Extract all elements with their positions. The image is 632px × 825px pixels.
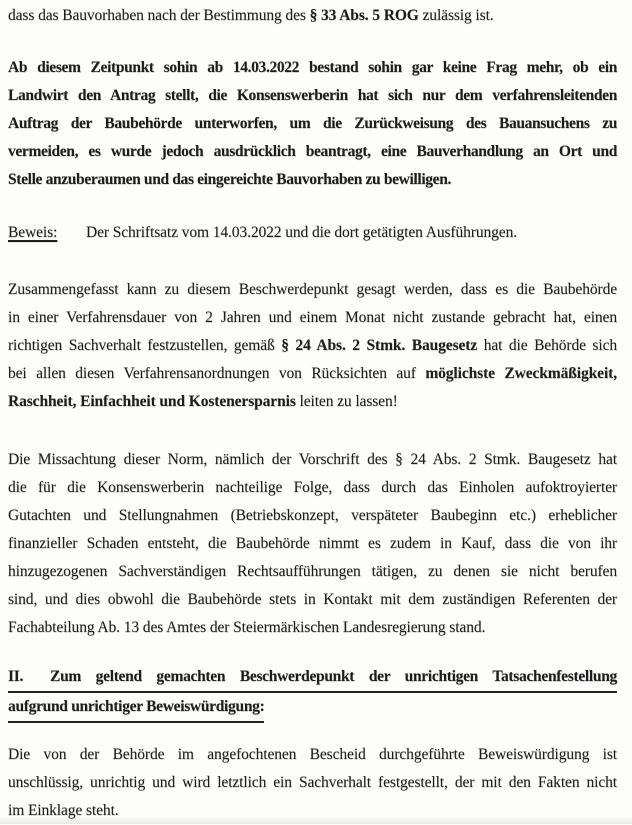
text-line	[8, 332, 617, 360]
evidence-label-box	[8, 219, 86, 247]
heading-line	[8, 663, 617, 693]
text-line	[8, 388, 617, 416]
text-segment: im Einklage steht.	[8, 802, 119, 819]
emphasis-paragraph	[8, 54, 617, 194]
text-line	[8, 586, 617, 614]
text-segment: finanzieller Schaden entsteht, die Baubehörde nimmt es zudem in Kauf, dass die von ihr	[8, 535, 617, 552]
text-line	[8, 769, 617, 797]
text-segment: sind, und dies obwohl die Baubehörde stets in Kontakt mit dem zuständigen Referenten der	[8, 591, 617, 608]
text-segment: bei allen diesen Verfahrensanordnungen von Rücksichten auf	[8, 365, 426, 382]
text-segment: Die Missachtung dieser Norm, nämlich der Vorschrift des § 24 Abs. 2 Stmk. Baugesetz hat	[8, 451, 617, 468]
text-line	[8, 797, 617, 825]
text-line	[8, 741, 617, 769]
text-segment: Gutachten und Stellungnahmen (Betriebskonzept, verspäteter Baubeginn etc.) erheblicher	[8, 507, 617, 524]
text-segment: Raschheit, Einfachheit und Kostenersparnis	[8, 393, 296, 410]
text-segment: Auftrag der Baubehörde unterworfen, um die Zurückweisung des Bauansuchens zu	[8, 115, 617, 132]
evidence-text: Der Schriftsatz vom 14.03.2022 und die dort getätigten Ausführungen.	[86, 224, 517, 241]
closing-paragraph	[8, 741, 617, 825]
text-segment: in einer Verfahrensdauer von 2 Jahren und einem Monat nicht zustande gebracht hat, einen	[8, 309, 617, 326]
text-line	[8, 166, 617, 194]
text-segment: dass das Bauvorhaben nach der Bestimmung des	[8, 7, 310, 24]
text-line	[8, 2, 617, 30]
text-segment: unschlüssig, unrichtig und wird letztlich ein Sachverhalt festgestellt, der mit den Fakten nicht	[8, 774, 617, 791]
text-segment: die für die Konsenswerberin nachteilige Folge, dass durch das Einholen aufoktroyierter	[8, 479, 617, 496]
text-line	[8, 530, 617, 558]
text-segment: vermeiden, es wurde jedoch ausdrücklich beantragt, eine Bauverhandlung an Ort und	[8, 143, 617, 160]
text-line	[8, 110, 617, 138]
text-segment: leiten zu lassen!	[295, 393, 398, 410]
text-line	[8, 138, 617, 166]
text-segment: Die von der Behörde im angefochtenen Bescheid durchgeführte Beweiswürdigung ist	[8, 746, 617, 763]
text-segment: Landwirt den Antrag stellt, die Konsenswerberin hat sich nur dem verfahrensleitenden	[8, 87, 617, 104]
text-segment: hinzugezogenen Sachverständigen Rechtsaufführungen tätigen, zu denen sie nicht berufen	[8, 563, 617, 580]
norm-violation-paragraph	[8, 446, 617, 642]
text-segment: möglichste Zweckmäßigkeit,	[425, 365, 617, 382]
text-segment: Stelle anzuberaumen und das eingereichte Bauvorhaben zu bewilligen.	[8, 171, 452, 188]
summary-paragraph	[8, 276, 617, 416]
document-body	[8, 2, 617, 825]
evidence-label: Beweis:	[8, 224, 58, 241]
evidence-line	[8, 219, 617, 247]
text-line	[8, 54, 617, 82]
text-line	[8, 276, 617, 304]
text-line	[8, 82, 617, 110]
heading-text: Zum geltend gemachten Beschwerdepunkt der unrichtigen Tatsachenfestellung	[50, 668, 617, 685]
text-segment: zulässig ist.	[418, 7, 494, 24]
text-line	[8, 446, 617, 474]
heading-number: II.	[8, 668, 24, 685]
text-segment: Zusammengefasst kann zu diesem Beschwerdepunkt gesagt werden, dass es die Baubehörde	[8, 281, 617, 298]
intro-paragraph	[8, 2, 617, 30]
heading-line	[8, 693, 617, 723]
text-segment: hat die Behörde sich	[477, 337, 617, 354]
text-line	[8, 502, 617, 530]
text-segment: § 24 Abs. 2 Stmk. Baugesetz	[281, 337, 478, 354]
text-line	[8, 558, 617, 586]
heading-text: aufgrund unrichtiger Beweiswürdigung:	[8, 693, 264, 723]
text-segment: richtigen Sachverhalt festzustellen, gemäß	[8, 337, 282, 354]
text-line	[8, 474, 617, 502]
text-segment: § 33 Abs. 5 ROG	[309, 7, 419, 24]
text-segment: Fachabteilung Ab. 13 des Amtes der Steiermärkischen Landesregierung stand.	[8, 619, 486, 636]
text-line	[8, 360, 617, 388]
section-ii-heading	[8, 663, 617, 723]
text-segment: Ab diesem Zeitpunkt sohin ab 14.03.2022 bestand sohin gar keine Frag mehr, ob ein	[8, 59, 617, 76]
text-line	[8, 614, 617, 642]
text-line	[8, 304, 617, 332]
